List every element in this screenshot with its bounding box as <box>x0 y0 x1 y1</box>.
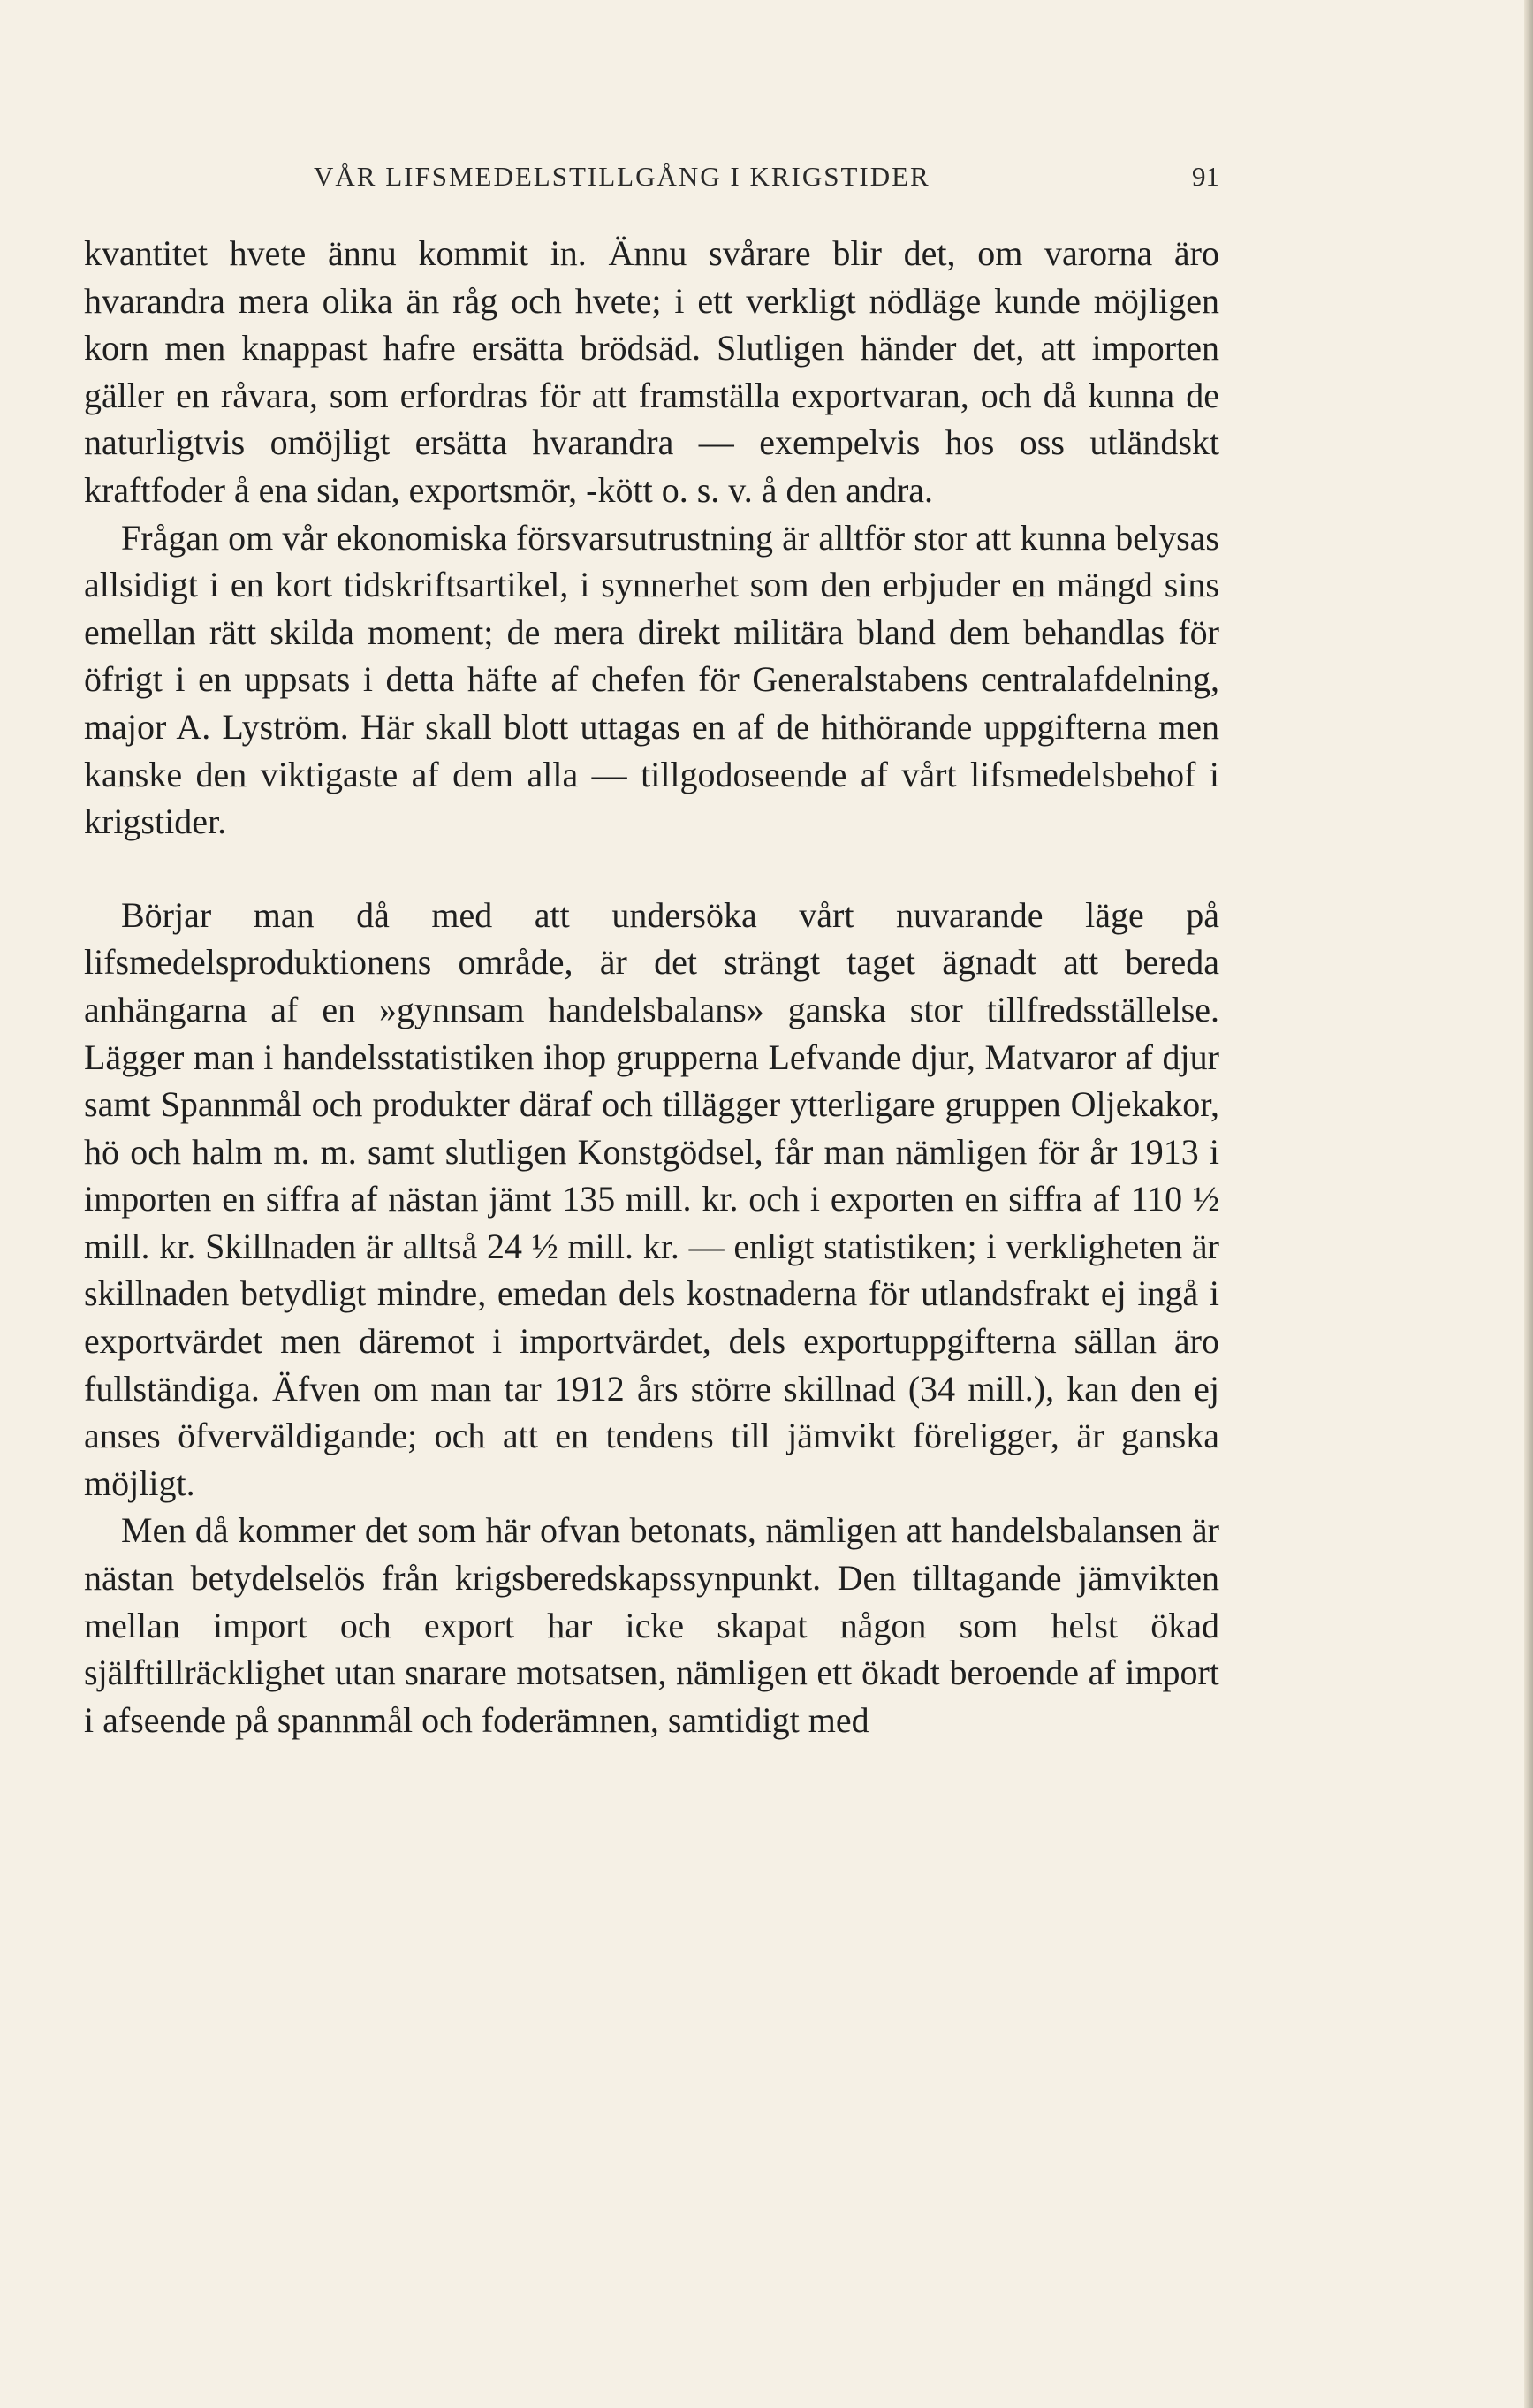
paragraph: Men då kommer det som här ofvan betonats, nämligen att handelsbalansen är nästan betydelselös från krigsberedskapssynpunkt. Den tilltagande jämvikten mellan import och export har icke skapat någon som helst ökad själftillräcklighet utan snarare motsatsen, nämligen ett ökadt beroende af import i afseende på spannmål och foderämnen, samtidigt med <box>84 1510 1219 1740</box>
paragraph-continued: kvantitet hvete ännu kommit in. Ännu svårare blir det, om varorna äro hvarandra mera olika än råg och hvete; i ett verkligt nödläge kunde möjligen korn men knappast hafre ersätta brödsäd. Slutligen händer det, att importen gäller en råvara, som erfordras för att framställa exportvaran, och då kunna de naturligtvis omöjligt ersätta hvarandra — exempelvis hos oss utländskt kraftfoder å ena sidan, exportsmör, -kött o. s. v. å den andra. <box>84 233 1219 510</box>
running-title: VÅR LIFSMEDELSTILLGÅNG I KRIGSTIDER <box>314 161 930 192</box>
page-number: 91 <box>1192 161 1219 192</box>
paragraph: Frågan om vår ekonomiska försvarsutrustning är alltför stor att kunna belysas allsidigt i en kort tidskriftsartikel, i synnerhet som den erbjuder en mängd sins emellan rätt skilda moment; de mera direkt militära bland dem behandlas för öfrigt i en uppsats i detta häfte af chefen för Generalstabens centralafdelning, major A. Lyström. Här skall blott uttagas en af de hithörande uppgifterna men kanske den viktigaste af dem alla — tillgodoseende af vårt lifsmedelsbehof i krigstider. <box>84 517 1219 842</box>
body-text <box>84 230 1219 1743</box>
section-break <box>84 846 1219 892</box>
paragraph: Börjar man då med att undersöka vårt nuvarande läge på lifsmedelsproduktionens område, är det strängt taget ägnadt att bereda anhängarna af en »gynnsam handelsbalans» ganska stor tillfredsställelse. Lägger man i handelsstatistiken ihop grupperna Lefvande djur, Matvaror af djur samt Spannmål och produkter däraf och tillägger ytterligare gruppen Oljekakor, hö och halm m. m. samt slutligen Konstgödsel, får man nämligen för år 1913 i importen en siffra af nästan jämt 135 mill. kr. och i exporten en siffra af 110 ½ mill. kr. Skillnaden är alltså 24 ½ mill. kr. — enligt statistiken; i verkligheten är skillnaden betydligt mindre, emedan dels kostnaderna för utlandsfrakt ej ingå i exportvärdet men däremot i importvärdet, dels exportuppgifterna sällan äro fullständiga. Äfven om man tar 1912 års större skillnad (34 mill.), kan den ej anses öfverväldigande; och att en tendens till jämvikt föreligger, är ganska möjligt. <box>84 894 1219 1503</box>
page-edge-shadow <box>1524 0 1533 2408</box>
page-header <box>88 161 1219 196</box>
